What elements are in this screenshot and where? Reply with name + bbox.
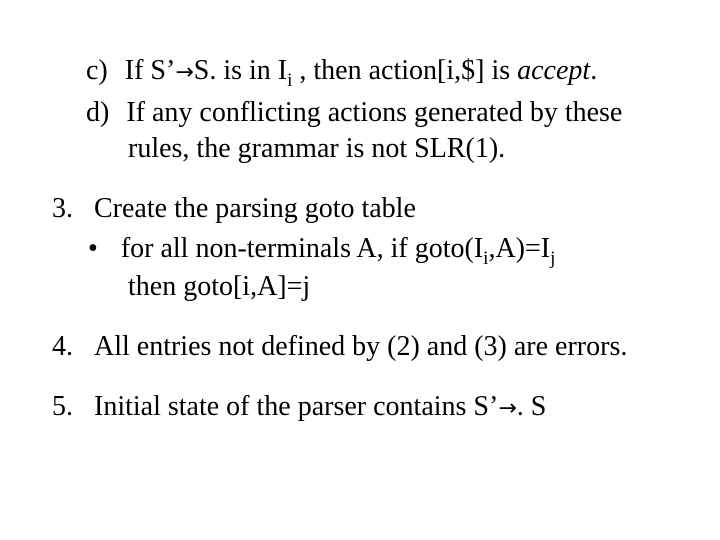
subscript-i: i <box>287 70 293 91</box>
item-c-period: . <box>590 55 598 86</box>
item-c-label: c) <box>86 55 108 86</box>
item-3 <box>52 194 416 224</box>
item-d-line2: rules, the grammar is not SLR(1). <box>128 133 506 164</box>
bullet-icon: • <box>88 233 98 264</box>
item-3-bullet-part1: for all non-terminals A, if goto(I <box>120 233 484 264</box>
item-c <box>86 56 597 96</box>
item-3-bullet-continuation <box>128 272 310 302</box>
item-d-label: d) <box>86 97 110 128</box>
item-3-bullet-part2: ,A)=I <box>488 233 551 264</box>
item-5-text: Initial state of the parser contains S’ <box>94 391 499 422</box>
item-4-number: 4. <box>52 331 73 362</box>
accept-keyword: accept <box>517 55 591 86</box>
item-4 <box>52 332 627 362</box>
item-3-number: 3. <box>52 193 73 224</box>
item-5-number: 5. <box>52 391 73 422</box>
item-d-line1: If any conflicting actions generated by these <box>126 97 623 128</box>
item-d <box>86 98 622 128</box>
item-5 <box>52 392 546 424</box>
item-4-text: All entries not defined by (2) and (3) are errors. <box>94 331 628 362</box>
item-3-text: Create the parsing goto table <box>94 193 416 224</box>
item-d-continuation <box>128 134 505 164</box>
subscript-j: j <box>550 248 556 269</box>
item-3-bullet <box>88 234 555 274</box>
arrow-icon: → <box>498 396 517 421</box>
item-c-text-part2: S. is in I <box>193 55 288 86</box>
item-3-bullet-line2: then goto[i,A]=j <box>128 271 311 302</box>
arrow-icon: → <box>175 60 194 85</box>
subscript-i: i <box>483 248 489 269</box>
item-c-text-part3: , then action[i,$] is <box>292 55 518 86</box>
item-5-tail: . S <box>516 391 547 422</box>
item-c-text-part1: If S’ <box>124 55 176 86</box>
